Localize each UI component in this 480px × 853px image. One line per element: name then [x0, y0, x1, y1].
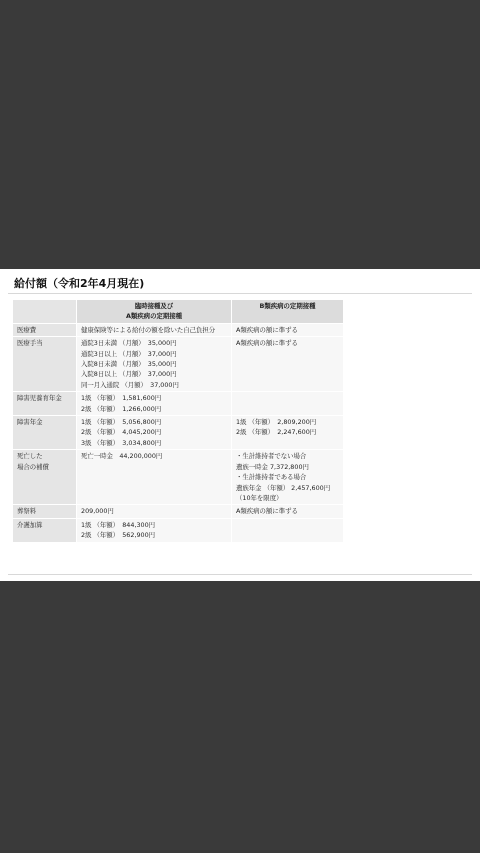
cell-text: A類疾病の額に準ずる [236, 339, 298, 348]
table-row [13, 450, 344, 505]
row-label-cell [13, 450, 77, 505]
cell-text: 医療費 [17, 325, 37, 334]
cell-text: 通院3日以上 （月額） 37,000円 [81, 349, 177, 358]
col-a-cell [77, 416, 232, 450]
header-empty-cell [13, 300, 77, 324]
col-b-cell [232, 416, 344, 450]
cell-text: 2級 （年額） 1,266,000円 [81, 404, 162, 413]
col-b-cell [232, 323, 344, 336]
cell-text: 障害児養育年金 [17, 394, 62, 403]
divider [8, 574, 472, 575]
cell-text: 健康保険等による給付の額を除いた自己負担分 [81, 325, 216, 334]
table-row [13, 416, 344, 450]
cell-text: 3級 （年額） 3,034,800円 [81, 438, 162, 447]
col-a-cell [77, 337, 232, 392]
col-b-cell [232, 450, 344, 505]
header-col-b: B類疾病の定期接種 [232, 300, 344, 324]
row-label-cell [13, 518, 77, 542]
cell-text: 場合の補償 [17, 462, 49, 471]
cell-text: 2級 （年額） 562,900円 [81, 531, 156, 540]
col-b-cell [232, 392, 344, 416]
cell-text: 2級 （年額） 4,045,200円 [81, 428, 162, 437]
table-header-row [13, 300, 344, 324]
benefit-table [12, 299, 344, 543]
col-a-cell [77, 392, 232, 416]
cell-text: 1級 （年額） 1,581,600円 [81, 394, 162, 403]
cell-text: ・生計維持者でない場合 [236, 452, 307, 461]
row-label-cell [13, 323, 77, 336]
cell-text: 入院8日未満 （月額） 35,000円 [81, 360, 177, 369]
cell-text: ・生計維持者である場合 [236, 473, 307, 482]
divider [8, 293, 472, 294]
cell-text: 医療手当 [17, 339, 43, 348]
row-label-cell [13, 337, 77, 392]
table-row [13, 323, 344, 336]
cell-text: 1級 （年額） 844,300円 [81, 520, 156, 529]
cell-text: 遺族一時金 7,372,800円 [236, 462, 309, 471]
col-b-cell [232, 518, 344, 542]
header-col-a: 臨時接種及び A類疾病の定期接種 [77, 300, 232, 324]
table-row [13, 518, 344, 542]
cell-text: 遺族年金 （年額） 2,457,600円 [236, 483, 331, 492]
cell-text: A類疾病の額に準ずる [236, 507, 298, 516]
cell-text: 通院3日未満 （月額） 35,000円 [81, 339, 177, 348]
cell-text: 死亡一時金 44,200,000円 [81, 452, 163, 461]
content-card [0, 269, 480, 581]
cell-text: A類疾病の額に準ずる [236, 325, 298, 334]
table-row [13, 392, 344, 416]
table-row [13, 337, 344, 392]
cell-text: 同一月入通院 （月額） 37,000円 [81, 380, 179, 389]
col-a-cell [77, 518, 232, 542]
row-label-cell [13, 416, 77, 450]
page-title: 給付額（令和2年4月現在) [14, 277, 145, 290]
cell-text: 209,000円 [81, 507, 114, 516]
cell-text: 障害年金 [17, 418, 43, 427]
row-label-cell [13, 505, 77, 518]
col-a-cell [77, 505, 232, 518]
cell-text: 葬祭料 [17, 507, 37, 516]
cell-text: 1級 （年額） 5,056,800円 [81, 418, 162, 427]
cell-text: 介護加算 [17, 520, 43, 529]
cell-text: 2級 （年額） 2,247,600円 [236, 428, 317, 437]
cell-text: 1級 （年額） 2,809,200円 [236, 418, 317, 427]
cell-text: 死亡した [17, 452, 43, 461]
col-b-cell [232, 337, 344, 392]
col-a-cell [77, 323, 232, 336]
table-row [13, 505, 344, 518]
cell-text: 入院8日以上 （月額） 37,000円 [81, 370, 177, 379]
row-label-cell [13, 392, 77, 416]
col-b-cell [232, 505, 344, 518]
col-a-cell [77, 450, 232, 505]
cell-text: （10年を限度） [236, 493, 283, 502]
